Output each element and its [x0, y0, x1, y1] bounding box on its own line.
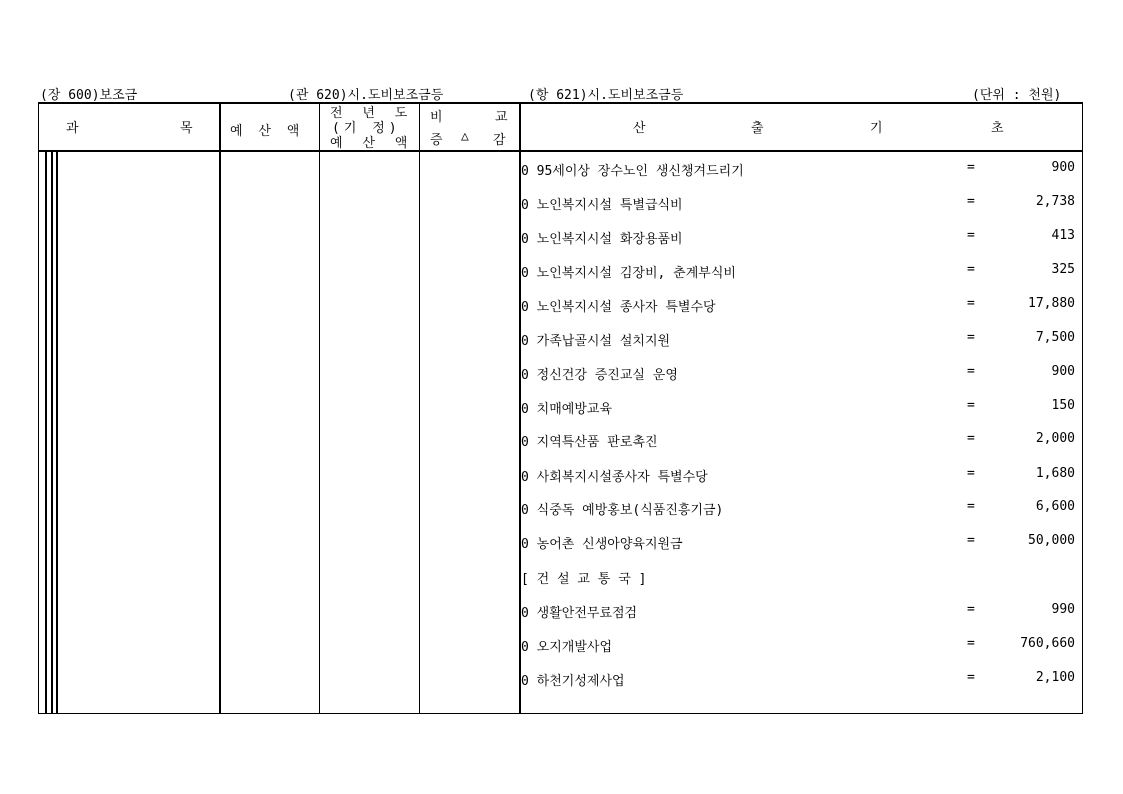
list-item — [521, 330, 1075, 350]
item-amount: 760,660 — [1020, 636, 1075, 651]
list-item — [521, 499, 1075, 519]
list-item — [521, 602, 1075, 622]
item-amount: 2,100 — [1035, 670, 1075, 685]
col-compare-3: 증 — [430, 133, 443, 148]
item-equals: = — [967, 636, 975, 651]
item-label: 0 농어촌 신생아양육지원금 — [521, 537, 683, 552]
col-basis-1: 산 — [633, 121, 646, 136]
item-label: 0 오지개발사업 — [521, 640, 613, 655]
list-item — [521, 228, 1075, 248]
item-amount: 325 — [1051, 262, 1075, 277]
item-equals: = — [967, 262, 975, 277]
col-gwamok-2: 목 — [180, 121, 193, 136]
list-item — [521, 160, 1075, 180]
item-label: 0 노인복지시설 특별급식비 — [521, 198, 683, 213]
list-item — [521, 194, 1075, 214]
section-heading — [521, 568, 1075, 588]
item-equals: = — [967, 364, 975, 379]
item-label: [ 건 설 교 통 국 ] — [521, 572, 647, 587]
col-prev-2: (기 정) — [332, 121, 401, 136]
col-divider-compare — [419, 103, 420, 713]
item-amount: 2,000 — [1035, 431, 1075, 446]
item-equals: = — [967, 670, 975, 685]
header-divider — [39, 150, 1082, 152]
item-label: 0 생활안전무료점검 — [521, 606, 638, 621]
unit-label: (단위 : 천원) — [972, 88, 1062, 103]
item-label: 0 정신건강 증진교실 운영 — [521, 368, 678, 383]
table-top-rule — [38, 102, 1083, 104]
left-rule-2 — [51, 150, 53, 713]
col-gwamok-1: 과 — [66, 121, 79, 136]
item-amount: 1,680 — [1035, 466, 1075, 481]
item-equals: = — [967, 602, 975, 617]
item-amount: 150 — [1051, 398, 1075, 413]
item-amount: 900 — [1051, 364, 1075, 379]
col-compare-5: 감 — [493, 133, 506, 148]
jang-heading: (장 600)보조금 — [40, 88, 138, 103]
item-equals: = — [967, 160, 975, 175]
col-compare-1: 비 — [430, 110, 443, 125]
item-amount: 7,500 — [1035, 330, 1075, 345]
item-label: 0 하천기성제사업 — [521, 674, 625, 689]
list-item — [521, 398, 1075, 418]
item-amount: 413 — [1051, 228, 1075, 243]
item-label: 0 가족납골시설 설치지원 — [521, 334, 671, 349]
item-amount: 990 — [1051, 602, 1075, 617]
list-item — [521, 466, 1075, 486]
left-rule-3 — [56, 150, 58, 713]
item-equals: = — [967, 431, 975, 446]
col-prev-3: 예 산 액 — [330, 136, 414, 151]
list-item — [521, 533, 1075, 553]
hang-heading: (항 621)시.도비보조금등 — [528, 88, 684, 103]
left-rule-1 — [45, 150, 47, 713]
item-amount: 6,600 — [1035, 499, 1075, 514]
list-item — [521, 364, 1075, 384]
item-label: 0 노인복지시설 김장비, 춘계부식비 — [521, 266, 736, 281]
item-amount: 17,880 — [1028, 296, 1075, 311]
item-equals: = — [967, 466, 975, 481]
col-basis-3: 기 — [870, 121, 883, 136]
col-compare-4: △ — [461, 129, 469, 144]
col-basis-2: 출 — [751, 121, 764, 136]
item-label: 0 노인복지시설 종사자 특별수당 — [521, 300, 716, 315]
col-compare-2: 교 — [495, 110, 508, 125]
item-equals: = — [967, 194, 975, 209]
item-label: 0 식중독 예방홍보(식품진흥기금) — [521, 503, 724, 518]
col-budget: 예 산 액 — [230, 124, 304, 139]
list-item — [521, 431, 1075, 451]
item-label: 0 치매예방교육 — [521, 402, 613, 417]
gwan-heading: (관 620)시.도비보조금등 — [288, 88, 444, 103]
col-basis-4: 초 — [991, 121, 1004, 136]
item-label: 0 노인복지시설 화장용품비 — [521, 232, 683, 247]
item-amount: 50,000 — [1028, 533, 1075, 548]
item-equals: = — [967, 398, 975, 413]
col-divider-budget — [219, 103, 221, 713]
col-prev-1: 전 년 도 — [330, 106, 414, 121]
item-equals: = — [967, 533, 975, 548]
list-item — [521, 296, 1075, 316]
item-equals: = — [967, 330, 975, 345]
item-equals: = — [967, 228, 975, 243]
list-item — [521, 670, 1075, 690]
item-equals: = — [967, 296, 975, 311]
item-label: 0 사회복지시설종사자 특별수당 — [521, 470, 708, 485]
item-label: 0 95세이상 장수노인 생신챙겨드리기 — [521, 164, 744, 179]
list-item — [521, 262, 1075, 282]
list-item — [521, 636, 1075, 656]
item-equals: = — [967, 499, 975, 514]
item-amount: 2,738 — [1035, 194, 1075, 209]
item-amount: 900 — [1051, 160, 1075, 175]
col-divider-prev — [319, 103, 320, 713]
item-label: 0 지역특산품 판로촉진 — [521, 435, 658, 450]
